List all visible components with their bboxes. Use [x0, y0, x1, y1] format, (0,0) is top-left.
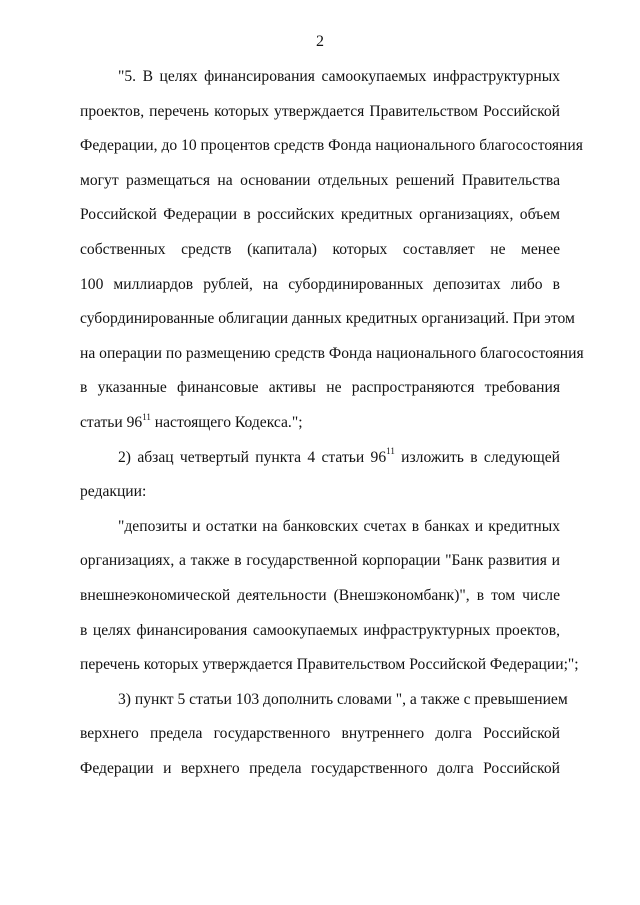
superscript: 11 [386, 446, 395, 457]
text-line: внешнеэкономической деятельности (Внешэкономбанк)", в том числе [80, 587, 560, 604]
text-line: могут размещаться на основании отдельных решений Правительства [80, 171, 560, 189]
text-line: верхнего предела государственного внутреннего долга Российской [80, 725, 560, 743]
text-line: проектов, перечень которых утверждается Правительством Российской [80, 102, 560, 120]
text-segment: изложить в следующей [394, 448, 560, 466]
text-line: субординированные облигации данных кредитных организаций. При этом [80, 310, 575, 328]
text-segment: настоящего Кодекса."; [150, 414, 303, 431]
text-line: на операции по размещению средств Фонда национального благосостояния [80, 344, 584, 362]
text-line [80, 411, 560, 432]
text-line: Федерации, до 10 процентов средств Фонда национального благосостояния [80, 137, 583, 155]
text-line: собственных средств (капитала) которых составляет не менее [80, 241, 560, 258]
text-line: "депозиты и остатки на банковских счетах в банках и кредитных [118, 517, 560, 535]
text-segment: 2) абзац четвертый пункта 4 статьи 96 [118, 448, 387, 466]
text-line: редакции: [80, 483, 147, 501]
text-line: 100 миллиардов рублей, на субординированных депозитах либо в [80, 275, 560, 293]
text-line: перечень которых утверждается Правительством Российской Федерации;"; [80, 656, 579, 674]
page-number: 2 [316, 33, 324, 50]
text-line [118, 446, 560, 467]
text-segment: статьи 96 [80, 414, 143, 431]
text-line: 3) пункт 5 статьи 103 дополнить словами ", а также с превышением [118, 690, 568, 708]
superscript: 11 [142, 411, 151, 422]
text-line: Российской Федерации в российских кредитных организациях, объем [80, 206, 560, 224]
text-line: в целях финансирования самоокупаемых инфраструктурных проектов, [80, 621, 560, 639]
text-line: "5. В целях финансирования самоокупаемых инфраструктурных [118, 68, 560, 85]
text-line: Федерации и верхнего предела государственного долга Российской [80, 760, 560, 777]
text-line: организациях, а также в государственной корпорации "Банк развития и [80, 552, 560, 570]
text-line: в указанные финансовые активы не распространяются требования [80, 379, 560, 397]
